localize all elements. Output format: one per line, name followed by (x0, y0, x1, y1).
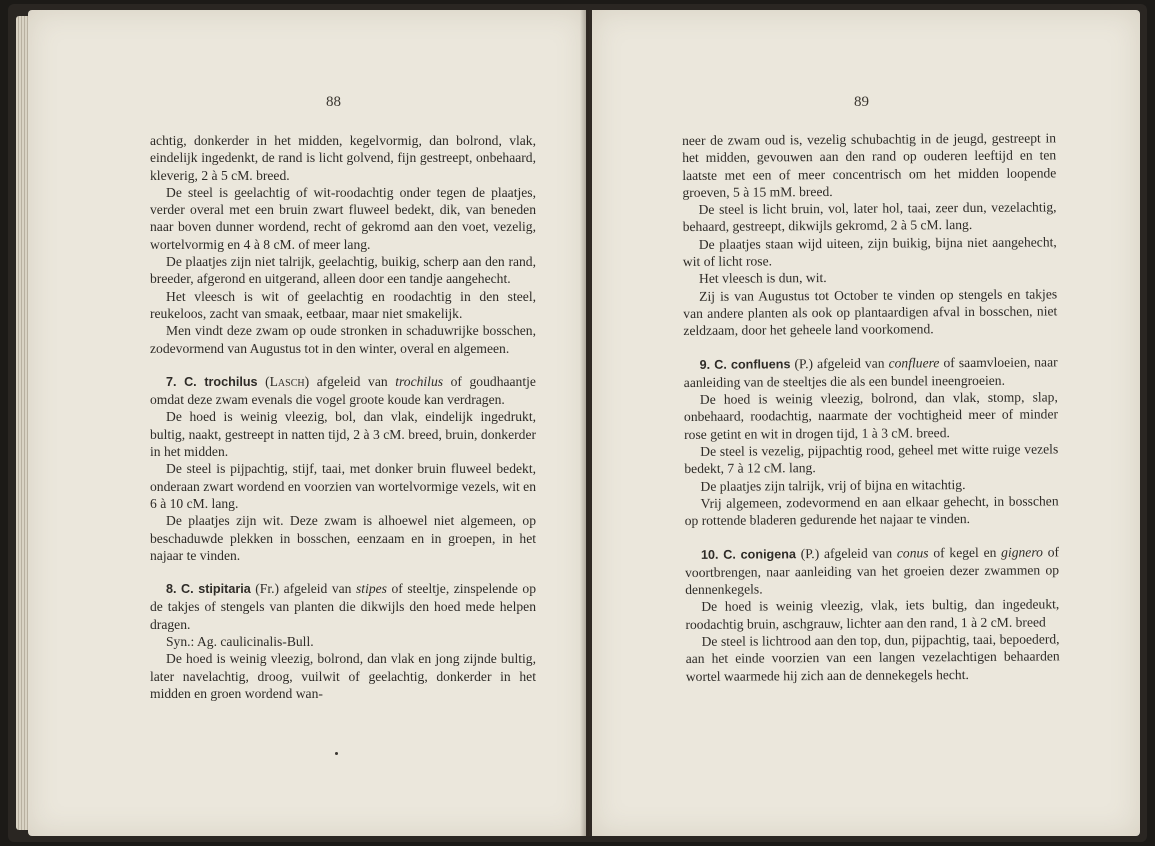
paragraph: De hoed is weinig vleezig, vlak, iets bultig, dan ingedeukt, roodachtig bruin, aschgrauw, lichter aan den rand, 1 à 2 cM. breed (685, 596, 1060, 632)
etymology-text: afgeleid van (316, 373, 388, 389)
paragraph: De plaatjes zijn wit. Deze zwam is alhoewel niet algemeen, op beschaduwde plekken in bosschen, eenzaam en in groepen, in het najaar te vinden. (150, 513, 536, 563)
paragraph: De hoed is weinig vleezig, bol, dan vlak, eindelijk ingedrukt, bultig, naakt, gestreept in natten tijd, 2 à 3 cM. breed, bruin, donkerder in het midden. (150, 409, 536, 460)
etymology-text: afgeleid van (283, 581, 352, 597)
paragraph: De steel is pijpachtig, stijf, taai, met donker bruin fluweel bedekt, onderaan zwart wordend en voorzien van wortelvormige vezels, wit en 6 à 10 cM. lang. (150, 461, 536, 511)
species-name: C. stipitaria (181, 582, 251, 597)
page-body (150, 132, 536, 702)
species-number: 7. (166, 374, 177, 389)
species-name: C. trochilus (184, 374, 258, 389)
paragraph: De steel is licht bruin, vol, later hol, taai, zeer dun, vezelachtig, behaard, gestreept, dikwijls gekromd, 2 à 5 cM. lang. (682, 199, 1057, 235)
paragraph: Zij is van Augustus tot October te vinden op stengels en takjes van andere planten als ook op plantaardigen afval in bosschen, niet zeldzaam, door het geheele land voorkomend. (683, 286, 1058, 339)
etymology-text: of saamvloeien, naar aanleiding van de steeltjes die als een bundel ineengroeien. (683, 353, 1058, 390)
page-number: 89 (854, 94, 869, 110)
species-name: C. conigena (723, 546, 796, 562)
species-entry-7: 7. C. trochilus (Lasch) afgeleid van trochilus of goudhaantje omdat deze zwam evenals die vogel groote koude kan verdragen. (150, 373, 536, 408)
species-name: C. confluens (714, 356, 791, 372)
etymology-term: confluere (888, 354, 940, 371)
etymology-text: of steeltje, zinspelende op de takjes of stengels van planten die dikwijls den hoed mede helpen dragen. (150, 581, 536, 632)
species-entry-10 (685, 543, 1059, 599)
species-author: (P.) (800, 545, 820, 561)
paragraph: De plaatjes zijn niet talrijk, geelachtig, buikig, scherp aan den rand, breeder, afgerond en uitgerand, alleen door een tandje aangehecht. (150, 254, 536, 287)
paragraph: Het vleesch is dun, wit. (698, 270, 827, 287)
paragraph: Vrij algemeen, zodevormend en aan elkaar gehecht, in bosschen op rottende bladeren gedurende het najaar te vinden. (684, 493, 1059, 529)
etymology-text: afgeleid van (823, 545, 893, 561)
paragraph: De hoed is weinig vleezig, bolrond, dan vlak, stomp, slap, onbehaard, roodachtig, naarmate der vochtigheid meer of minder rose getint en wit in drogen tijd, 1 à 3 cM. breed. (683, 389, 1059, 442)
paragraph: De plaatjes zijn talrijk, vrij of bijna en witachtig. (700, 476, 966, 494)
print-speck (335, 752, 338, 755)
paragraph: De steel is geelachtig of wit-roodachtig onder tegen de plaatjes, verder overal met een bruin zwart fluweel bedekt, dik, van beneden naar boven dunner wordend, recht of gekromd aan den voet, vezelig, wortelvormig en 4 à 8 cM. of meer lang. (150, 184, 536, 252)
paragraph: Het vleesch is wit of geelachtig en roodachtig in den steel, reukeloos, zacht van smaak, eetbaar, maar niet smakelijk. (150, 288, 536, 321)
species-author: (Fr.) (255, 581, 280, 597)
etymology-term: gignero (1001, 544, 1043, 560)
species-number: 8. (166, 582, 177, 597)
paragraph: Men vindt deze zwam op oude stronken in schaduwrijke bosschen, zodevormend van Augustus tot in den winter, overal en algemeen. (150, 323, 536, 356)
etymology-text: afgeleid van (817, 355, 885, 371)
paragraph: neer de zwam oud is, vezelig schubachtig in de jeugd, gestreept in het midden, gevouwen aan den rand op ouderen leeftijd en ten laatste met een of meer concentrisch om het midden loopende groeven, 5 à 15 mM. breed. (682, 130, 1057, 200)
etymology-term: trochilus (395, 373, 444, 389)
paragraph: De steel is lichtrood aan den top, dun, pijpachtig, taai, bepoederd, aan het einde voorzien van een langen vezelachtigen behaarden wortel waarmede hij zich aan de dennekegels hecht. (685, 631, 1060, 684)
paragraph: De hoed is weinig vleezig, bolrond, dan vlak en jong zijnde bultig, later navelachtig, droog, vuilwit of geelachtig, donkerder in het midden en groen wordend wan- (150, 651, 536, 701)
paragraph: achtig, donkerder in het midden, kegelvormig, dan bolrond, vlak, eindelijk ingedenkt, de rand is licht golvend, fijn gestreept, onbehaard, kleverig, 2 à 5 cM. breed. (150, 133, 536, 183)
left-page (28, 10, 586, 836)
right-page (592, 10, 1140, 836)
paragraph: De plaatjes staan wijd uiteen, zijn buikig, bijna niet aangehecht, wit of licht rose. (682, 234, 1057, 270)
page-body (682, 129, 1060, 685)
paragraph: De steel is vezelig, pijpachtig rood, geheel met witte ruige vezels bedekt, 7 à 12 cM. lang. (684, 441, 1059, 477)
species-author: (P.) (794, 355, 814, 371)
etymology-term: stipes (356, 581, 387, 597)
species-entry-9 (684, 353, 1058, 391)
etymology-text: of voortbrengen, naar aanleiding van het groeien dezer zwammen op dennenkegels. (685, 543, 1060, 598)
synonym-line: Syn.: Ag. caulicinalis-Bull. (166, 634, 314, 650)
book-spread (8, 4, 1147, 842)
etymology-text: of kegel en (933, 544, 997, 560)
etymology-text: of goudhaantje omdat deze zwam evenals die vogel groote koude kan verdragen. (150, 373, 536, 408)
species-number: 9. (699, 357, 711, 372)
species-author: Lasch (269, 373, 305, 389)
species-entry-8 (150, 580, 536, 633)
etymology-term: conus (896, 544, 929, 561)
page-number: 88 (326, 94, 341, 110)
species-number: 10. (700, 547, 719, 562)
